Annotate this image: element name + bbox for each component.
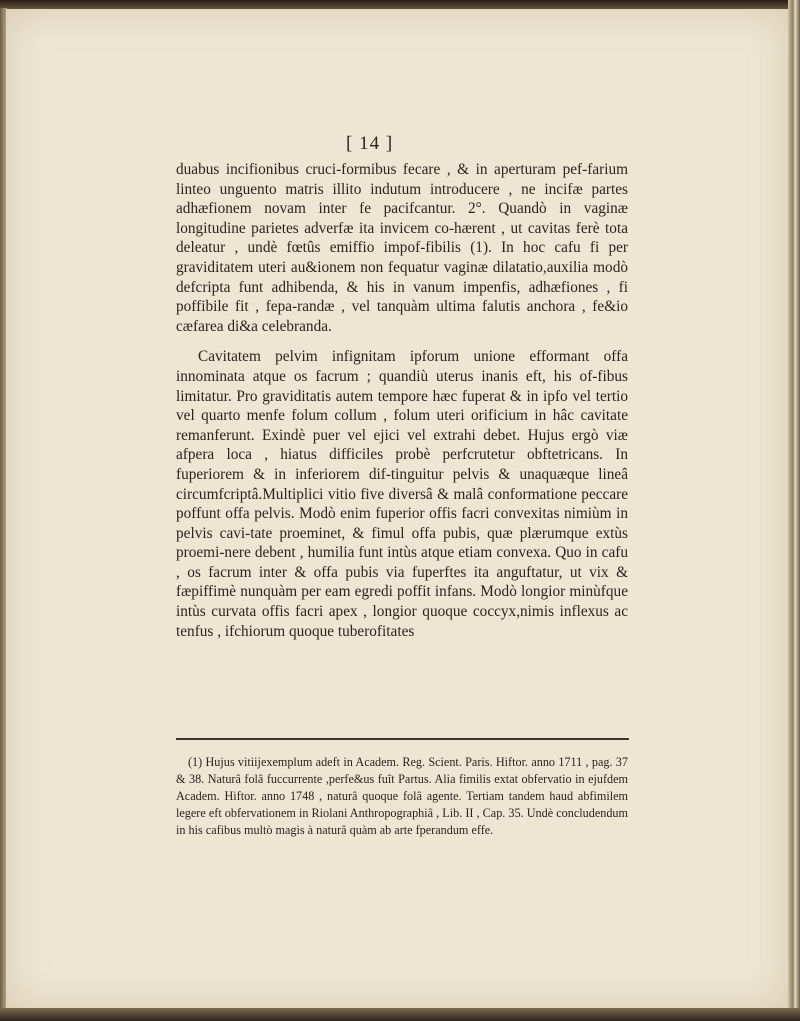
running-head: [ 14 ] xyxy=(346,133,394,154)
footnote-rule xyxy=(176,738,629,740)
paragraph-2: Cavitatem pelvim infignitam ipforum unione efformant offa innominata atque os facrum ; quandiù uterus inanis eft, his of-fibus limitatur. Pro graviditatis autem tempore hæc fuperat & in ipfo vel tertio vel quarto menfe folum collum , folum uteri orificium in hâc cavitate remanferunt. Exindè puer vel ejici vel extrahi debet. Hujus ergò viæ afpera loca , hiatus difficiles probè perfcrutetur obftetricans. In fuperiorem & in inferiorem dif-tinguitur pelvis & unaquæque lineâ circumfcriptâ.Multiplici vitio five diversâ & malâ conformatione peccare poffunt offa pelvis. Modò enim fuperior offis facri convexitas nimiùm in pelvis cavi-tate proeminet, & fimul offa pubis, quæ plærumque extùs proemi-nere debent , humilia funt intùs atque etiam convexa. Quo in cafu , os facrum inter & offa pubis via fuperftes ita anguftatur, ut vix & fæpiffimè nunquàm per eam egredi poffit infans. Modò longior minùfque intùs curvata offis facri apex , longior quoque coccyx,nimis inflexus ac tenfus , ifchiorum quoque tuberofitates xyxy=(176,348,628,640)
page-edge-right xyxy=(788,0,800,1021)
footnotes xyxy=(176,754,628,839)
paragraph-1: duabus incifionibus cruci-formibus fecare , & in aperturam pef-farium linteo unguento matris illito indutum introducere , ne incifæ partes adhæfionem novam inter fe pacifcantur. 2°. Quandò in vaginæ longitudine parietes adverfæ ita invicem co-hærent , ut cavitas ferè tota deleatur , undè fœtûs emiffio impof-fibilis (1). In hoc cafu fi per graviditatem uteri au&ionem non fequatur vaginæ dilatatio,auxilia modò defcripta funt adhibenda, & his in vanum impenfis, adhæfiones , fi poffibile fit , fepa-randæ , vel tanquàm ultima falutis anchora , fe&io cæfarea di&a celebranda. xyxy=(176,161,628,335)
footnote-1: (1) Hujus vitiijexemplum adeft in Academ. Reg. Scient. Paris. Hiftor. anno 1711 , pag. 37 & 38. Naturâ folâ fuccurrente ,perfe&us fuît Partus. Alia fimilis extat obfervatio in ejufdem Academ. Hiftor. anno 1748 , naturâ quoque folâ agente. Tertiam tandem haud abfimilem legere eft obfervationem in Riolani Anthropographiâ , Lib. II , Cap. 35. Undè concludendum in his cafibus multò magis à naturâ quàm ab arte fperandum effe. xyxy=(176,755,628,837)
main-text xyxy=(176,160,628,641)
scan-border-bottom xyxy=(0,1008,800,1021)
